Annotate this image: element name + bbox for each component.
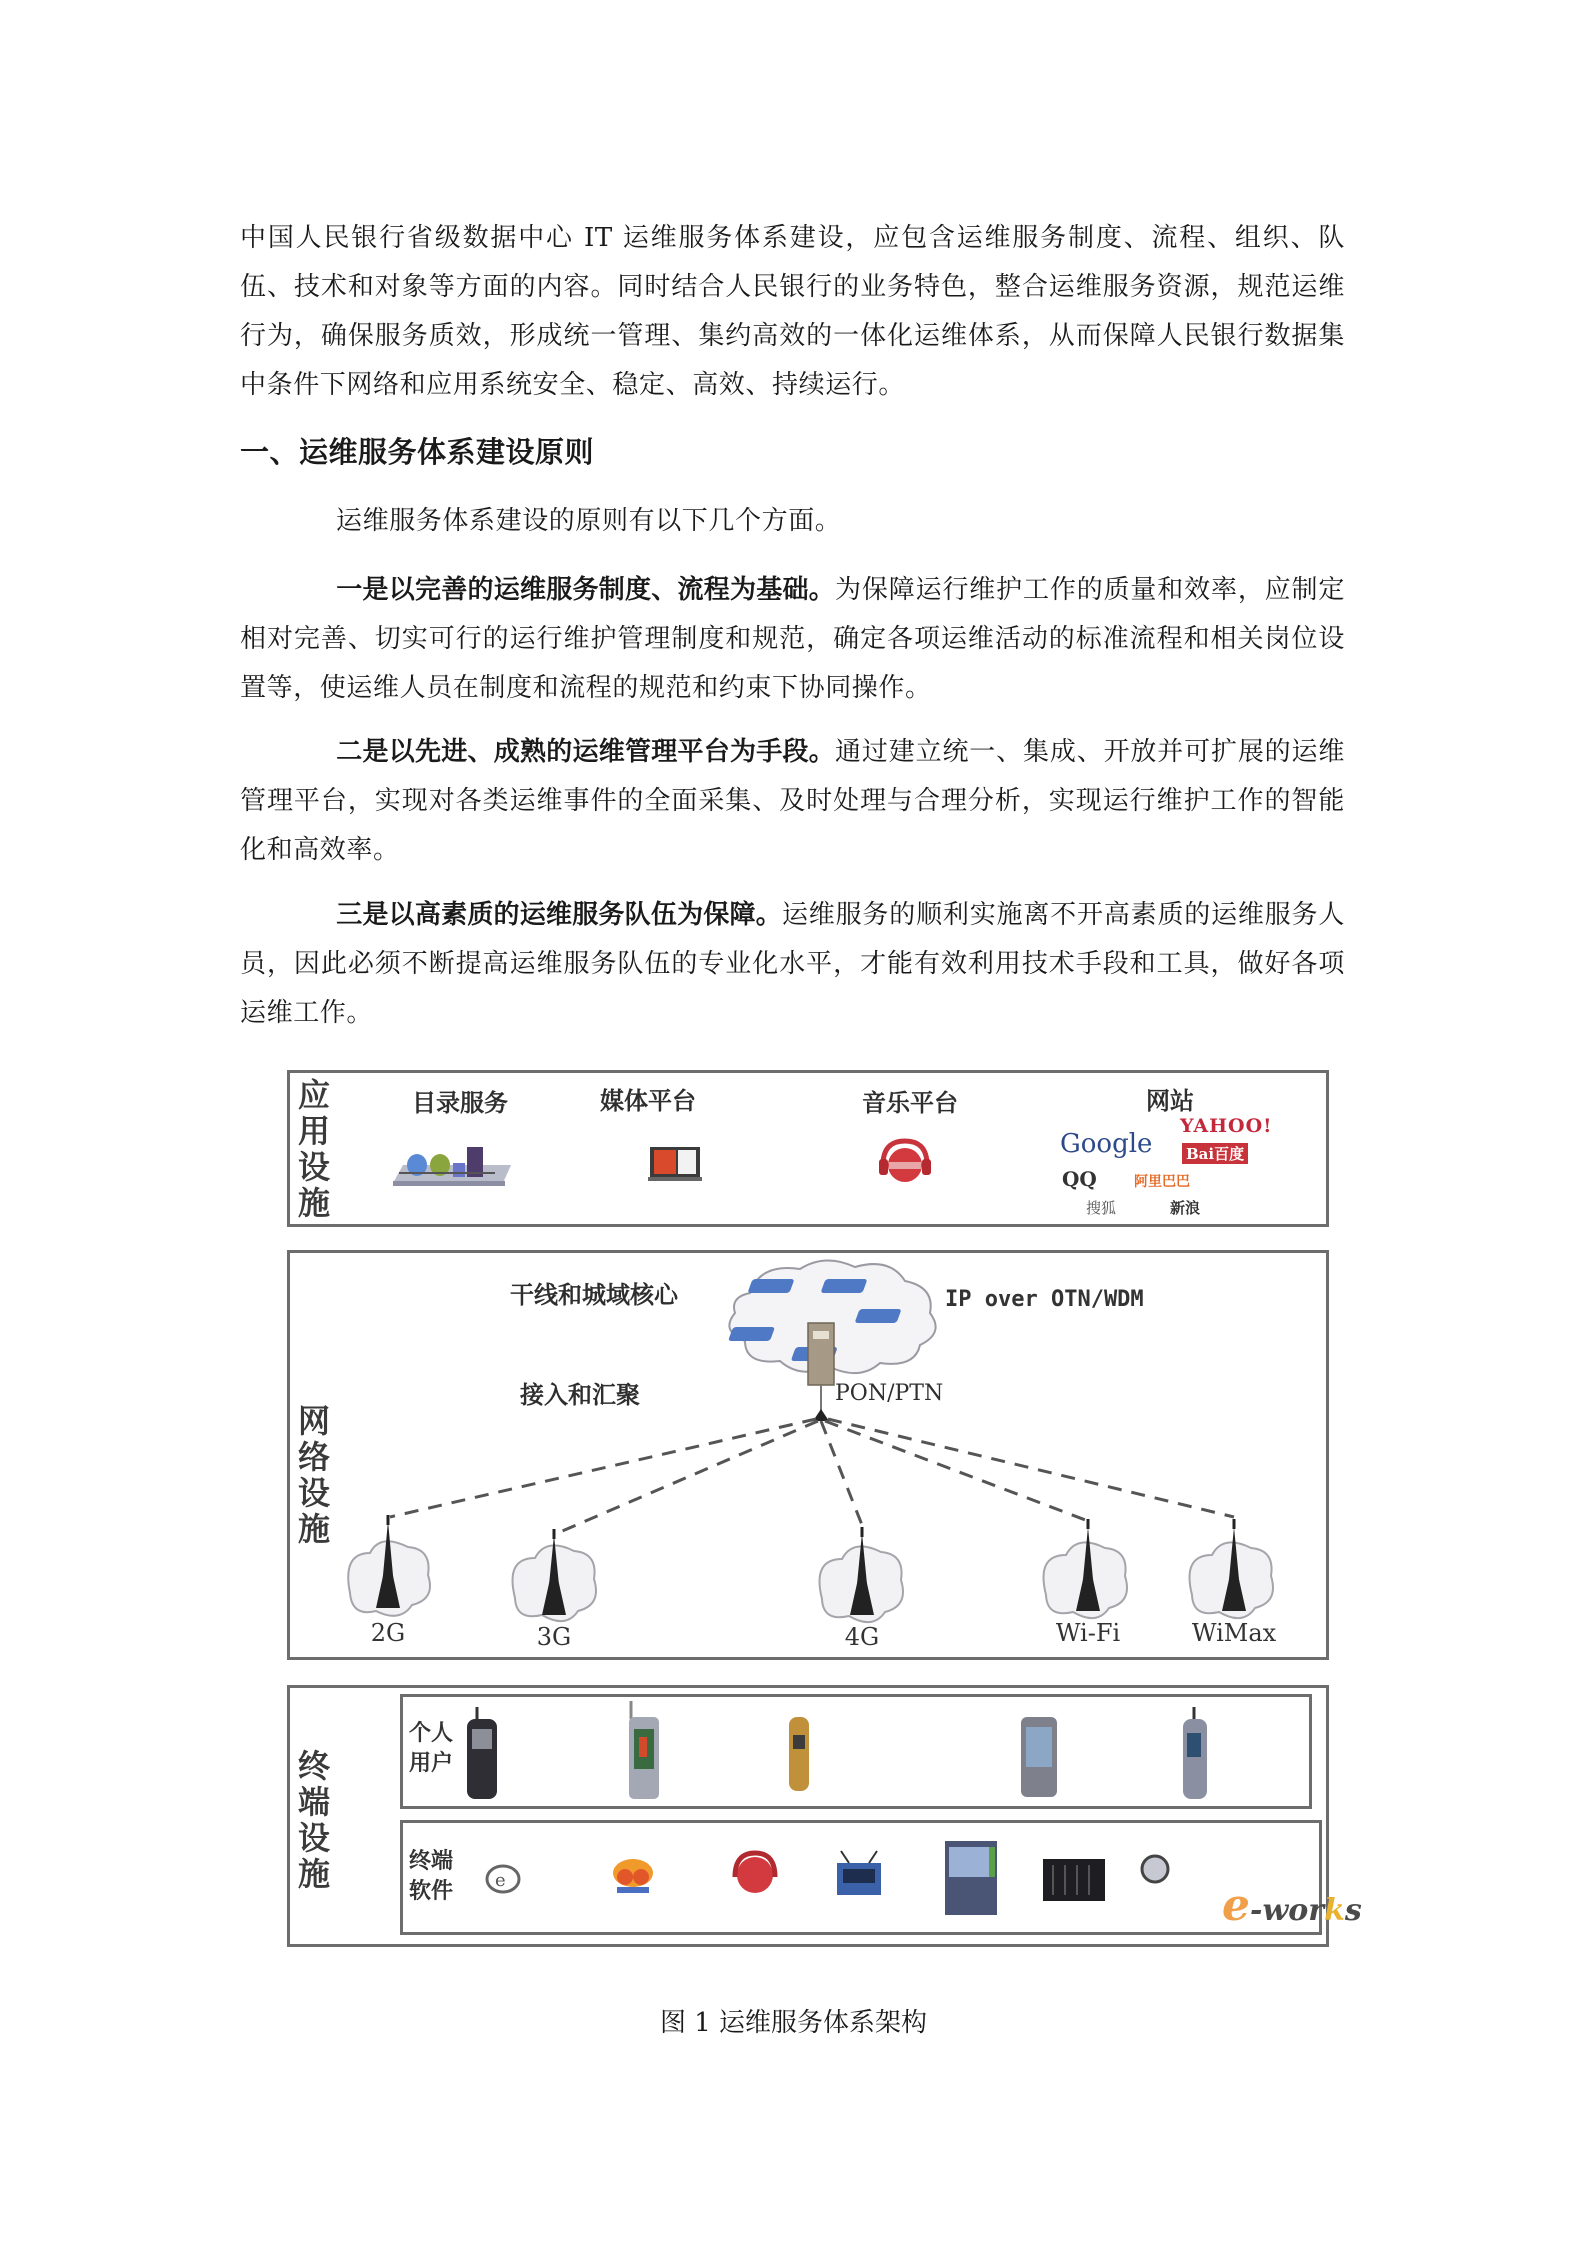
principle-2-text: 通过建立统一、集成、开放并可扩展的运维管理平台，实现对各类运维事件的全面采集、及时处理与合理分析，实现运行维护工作的智能化和高效率。 bbox=[240, 737, 1345, 865]
phone-4-icon bbox=[1183, 1707, 1207, 1799]
tower-wimax-icon bbox=[1190, 1519, 1274, 1618]
section-heading: 一、运维服务体系建设原则 bbox=[240, 435, 595, 469]
personal-users-box bbox=[400, 1694, 1312, 1809]
sohu-logo: 搜狐 bbox=[1086, 1199, 1117, 1217]
tower-label-wimax: WiMax bbox=[1191, 1619, 1277, 1647]
principle-3-lead: 三是以高素质的运维服务队伍为保障。 bbox=[336, 900, 782, 930]
keypad-app-icon bbox=[1043, 1859, 1105, 1901]
principle-3-text: 运维服务的顺利实施离不开高素质的运维服务人员，因此必须不断提高运维服务队伍的专业化水平，才能有效利用技术手段和工具，做好各项运维工作。 bbox=[240, 900, 1345, 1028]
tv-app-icon bbox=[837, 1851, 881, 1895]
tower-label-4g: 4G bbox=[844, 1623, 880, 1651]
music-platform-icon bbox=[877, 1135, 933, 1185]
media-app-icon bbox=[945, 1841, 997, 1915]
figure-caption: 图 1 运维服务体系架构 bbox=[659, 2008, 928, 2038]
tower-3g-icon bbox=[513, 1529, 597, 1621]
principle-paragraph-3 bbox=[240, 891, 1345, 1038]
network-layer-panel bbox=[287, 1250, 1329, 1660]
website-logos-icon bbox=[1060, 1115, 1290, 1225]
alibaba-logo: 阿里巴巴 bbox=[1134, 1174, 1190, 1190]
terminal-software-label: 终端软件 bbox=[409, 1849, 454, 1904]
tower-label-2g: 2G bbox=[370, 1619, 406, 1647]
section-intro-text: 运维服务体系建设的原则有以下几个方面。 bbox=[336, 506, 842, 536]
architecture-figure bbox=[285, 1066, 1362, 1956]
phone-2-icon bbox=[629, 1701, 659, 1799]
principle-2-lead: 二是以先进、成熟的运维管理平台为手段。 bbox=[336, 737, 836, 767]
phone-3-icon bbox=[789, 1717, 809, 1791]
ie-browser-icon bbox=[487, 1866, 519, 1892]
clock-app-icon bbox=[1142, 1856, 1168, 1882]
core-cloud-icon bbox=[728, 1260, 936, 1385]
eworks-e: e bbox=[1222, 1880, 1250, 1931]
access-tech-label: PON/PTN bbox=[835, 1381, 944, 1406]
baidu-logo: Bai百度 bbox=[1182, 1143, 1248, 1164]
qq-logo: QQ bbox=[1062, 1167, 1097, 1191]
tower-label-wifi: Wi-Fi bbox=[1055, 1619, 1121, 1647]
sina-logo: 新浪 bbox=[1170, 1199, 1201, 1217]
eworks-watermark: e-works bbox=[1222, 1880, 1362, 1931]
tower-2g-icon bbox=[348, 1515, 430, 1616]
principle-1-text: 为保障运行维护工作的质量和效率，应制定相对完善、切实可行的运行维护管理制度和规范，确定各项运维活动的标准流程和相关岗位设置等，使运维人员在制度和流程的规范和约束下协同操作。 bbox=[240, 575, 1345, 703]
directory-service-icon bbox=[385, 1143, 515, 1188]
application-layer-panel bbox=[287, 1070, 1329, 1227]
core-label: 干线和城域核心 bbox=[510, 1281, 678, 1309]
app-item-music-label: 音乐平台 bbox=[862, 1089, 958, 1117]
section-intro bbox=[240, 497, 1345, 546]
terminal-software-box bbox=[400, 1820, 1322, 1935]
tower-4g-icon bbox=[820, 1527, 904, 1622]
svg-text:e: e bbox=[495, 1870, 506, 1891]
messenger-icon bbox=[613, 1859, 653, 1893]
network-layer-label: 网络设施 bbox=[297, 1402, 330, 1548]
yahoo-logo: YAHOO! bbox=[1180, 1115, 1273, 1137]
application-layer-label: 应用设施 bbox=[297, 1076, 330, 1222]
intro-paragraph: 中国人民银行省级数据中心 IT 运维服务体系建设，应包含运维服务制度、流程、组织、队伍、技术和对象等方面的内容。同时结合人民银行的业务特色，整合运维服务资源，规范运维行为，确保服务质效，形成统一管理、集约高效的一体化运维体系，从而保障人民银行数据集中条件下网络和应用系统安全、稳定、高效、持续运行。 bbox=[240, 223, 1345, 400]
personal-devices bbox=[403, 1697, 1309, 1807]
google-logo: Google bbox=[1060, 1129, 1153, 1159]
phone-1-icon bbox=[467, 1707, 497, 1799]
core-tech-label: IP over OTN/WDM bbox=[945, 1287, 1144, 1312]
app-item-media-label: 媒体平台 bbox=[600, 1087, 696, 1115]
tower-wifi-icon bbox=[1044, 1519, 1128, 1618]
app-item-directory-label: 目录服务 bbox=[412, 1089, 508, 1117]
terminal-layer-label: 终端设施 bbox=[297, 1747, 330, 1893]
principle-paragraph-2 bbox=[240, 728, 1345, 875]
media-platform-icon bbox=[648, 1143, 704, 1183]
app-item-website-label: 网站 bbox=[1146, 1087, 1194, 1115]
network-diagram bbox=[290, 1253, 1326, 1657]
terminal-layer-panel bbox=[287, 1685, 1362, 1947]
pda-icon bbox=[1021, 1717, 1057, 1797]
access-label: 接入和汇聚 bbox=[520, 1381, 640, 1409]
tower-label-3g: 3G bbox=[536, 1623, 572, 1651]
personal-users-label: 个人用户 bbox=[409, 1721, 454, 1776]
software-items bbox=[403, 1823, 1319, 1933]
music-player-icon bbox=[735, 1853, 775, 1893]
principle-1-lead: 一是以完善的运维服务制度、流程为基础。 bbox=[336, 575, 836, 605]
principle-paragraph-1 bbox=[240, 566, 1345, 713]
